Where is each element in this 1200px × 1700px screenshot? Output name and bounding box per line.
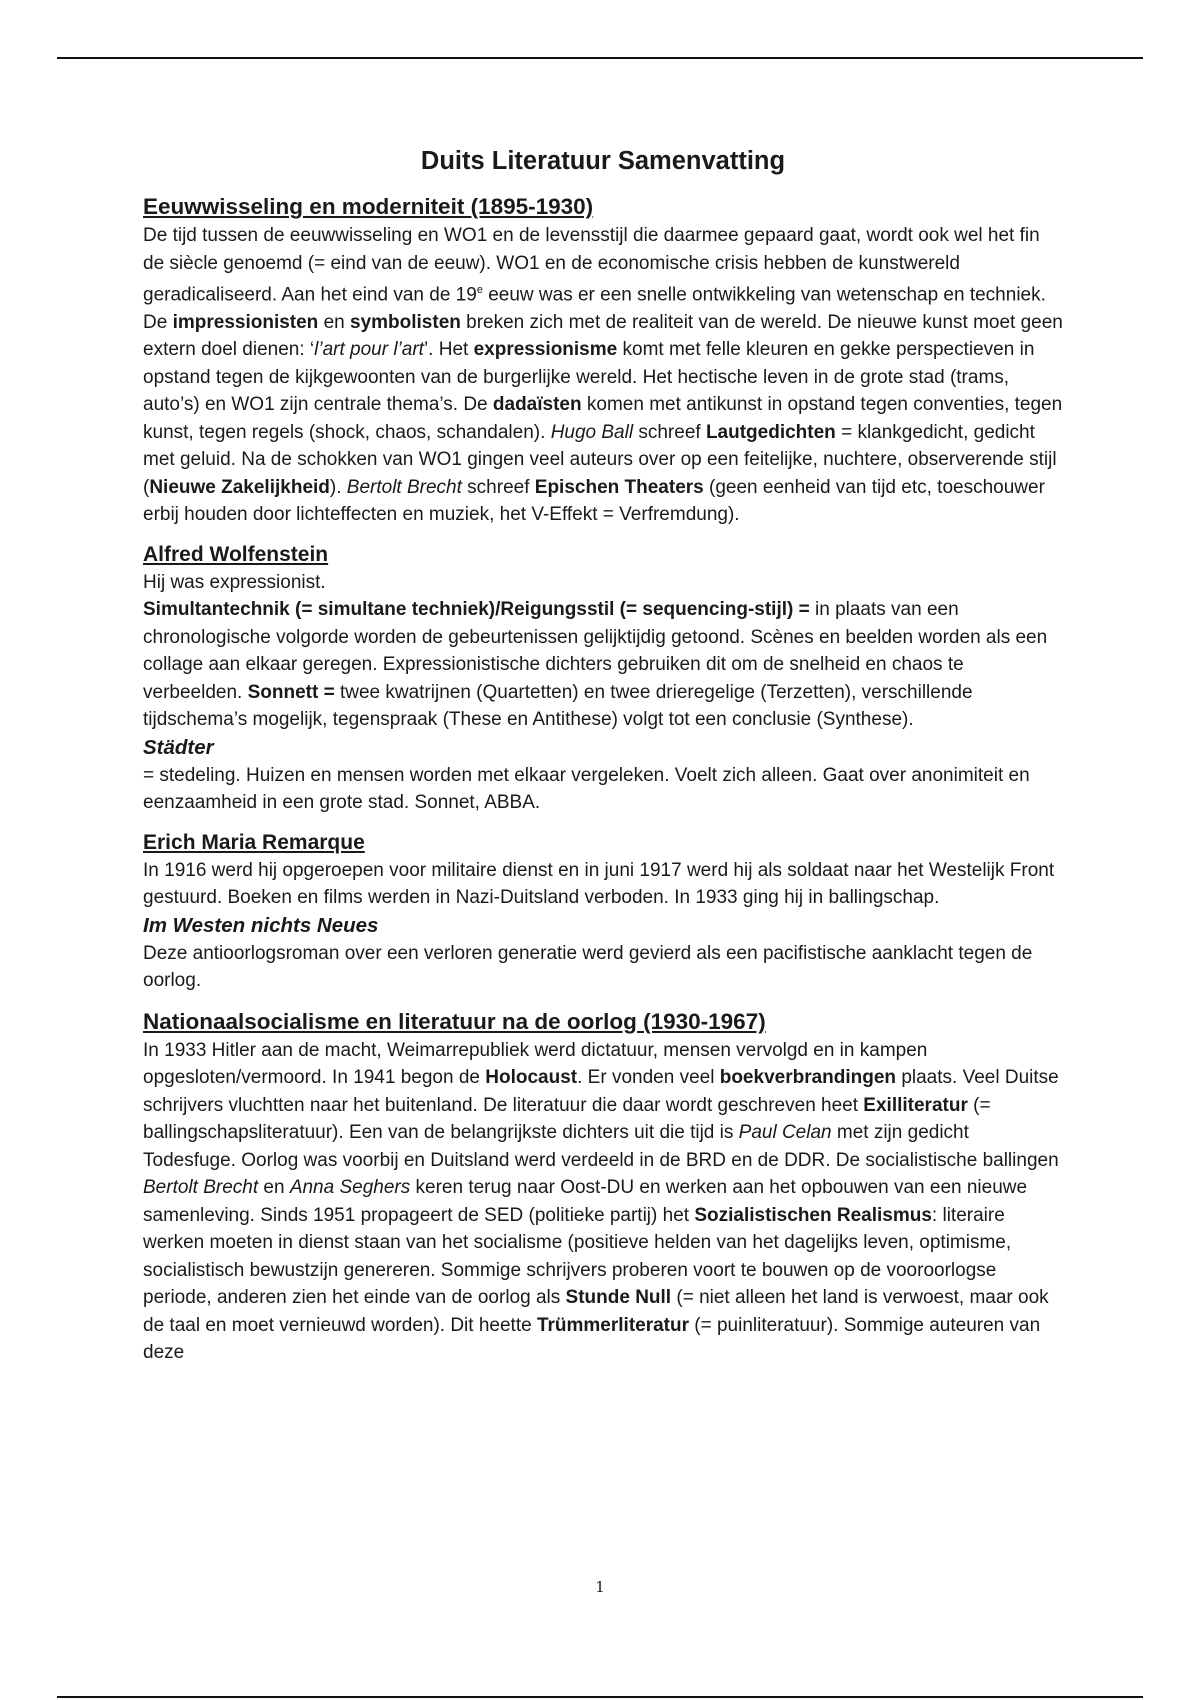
paragraph-wolfenstein-technique [143,596,1063,734]
paragraph-stadter [143,762,1063,817]
text-run: in plaats van een chronologische volgorde worden de gebeurtenissen gelijktijdig getoond. Scènes en beelden worden als een collage aan elkaar geregen. Expressionistische dichters gebruiken dit om de snelheid en chaos te verbeelden. [143,599,1048,703]
text-run: Lautgedichten [705,421,836,443]
text-run: dadaïsten [492,394,582,416]
text-run: schreef [633,421,706,443]
text-run: impressionisten [172,311,319,333]
paragraph-remarque [143,857,1063,912]
text-run: Sonnett = [247,681,335,703]
text-run: plaats. Veel Duitse schrijvers vluchtten naar het buitenland. De literatuur die daar wordt geschreven heet [143,1067,1059,1116]
text-run: Paul Celan [738,1122,832,1144]
text-run: . Er vonden veel [577,1067,720,1089]
paragraph-im-westen [143,940,1063,995]
footer-rule [57,1696,1143,1698]
text-run: en [318,311,350,333]
text-run: De tijd tussen de eeuwwisseling en WO1 en de levensstijl die daarmee gepaard gaat, wordt ook wel het fin de siècle genoemd (= eind van de eeuw). WO1 en de economische crisis hebben de kunstwereld geradicaliseerd. Aan het eind van de 19 [143,225,1040,306]
text-run: schreef [461,476,535,498]
text-run: : literaire werken moeten in dienst staan van het socialisme (positieve helden van het dagelijks leven, optimisme, socialistisch bewustzijn genereren. Sommige schrijvers proberen voort te bouwen op de vooroorlogse periode, anderen zien het einde van de oorlog als [143,1204,1012,1309]
text-run: e [476,284,483,296]
text-run: en [258,1177,290,1199]
text-run: Exilliteratur [863,1094,968,1116]
text-run: Deze antioorlogsroman over een verloren generatie werd gevierd als een pacifistische aanklacht tegen de oorlog. [143,942,1033,992]
text-run: Epischen Theaters [534,476,704,498]
text-run: Holocaust [485,1067,578,1089]
text-run: (= ballingschapsliteratuur). Een van de belangrijkste dichters uit die tijd is [143,1094,991,1144]
paragraph-national-socialism [143,1037,1063,1367]
text-run: (geen eenheid van tijd etc, toeschouwer erbij houden door lichteffecten en muziek, het V-Effekt = Verfremdung). [143,476,1045,526]
paragraph-wolfenstein-intro [143,569,1063,597]
text-run: twee kwatrijnen (Quartetten) en twee drieregelige (Terzetten), verschillende tijdschema’s mogelijk, tegenspraak (These en Antithese) volgt tot een conclusie (Synthese). [143,681,973,731]
text-run: komen met antikunst in opstand tegen conventies, tegen kunst, tegen regels (shock, chaos, schandalen). [143,394,1063,443]
text-run: Sozialistischen Realismus [694,1204,932,1226]
text-run: Stunde Null [565,1287,672,1309]
text-run: Bertolt Brecht [143,1177,259,1199]
text-run: expressionisme [473,339,618,361]
text-run: boekverbrandingen [719,1067,897,1089]
work-title-im-westen: Im Westen nichts Neues [143,913,379,937]
work-title-stadter: Städter [143,735,214,759]
page-number: 1 [595,1578,605,1596]
text-run: = stedeling. Huizen en mensen worden met elkaar vergeleken. Voelt zich alleen. Gaat over anonimiteit en eenzaamheid in een grote stad. Sonnet, ABBA. [143,764,1030,814]
text-run: In 1916 werd hij opgeroepen voor militaire dienst en in juni 1917 werd hij als soldaat naar het Westelijk Front gestuurd. Boeken en films werden in Nazi-Duitsland verboden. In 1933 ging hij in ballingschap. [143,859,1055,909]
text-run: symbolisten [350,311,461,333]
section-heading-national-socialism: Nationaalsocialisme en literatuur na de oorlog (1930-1967) [143,1008,766,1034]
text-run: Anna Seghers [289,1177,411,1199]
text-run: ). [329,476,347,498]
text-run: Hij was expressionist. [143,571,326,593]
text-run: (= niet alleen het land is verwoest, maar ook de taal en moet vernieuwd worden). Dit heette [143,1287,1049,1336]
text-run: Bertolt Brecht [346,476,462,498]
document-title: Duits Literatuur Samenvatting [420,147,786,175]
text-run: Hugo Ball [550,421,634,443]
section-heading-remarque: Erich Maria Remarque [143,830,365,854]
text-run: komt met felle kleuren en gekke perspectieven in opstand tegen de kijkgewoonten van de burgerlijke wereld. Het hectische leven in de grote stad (trams, auto’s) en WO1 zijn centrale thema’s. De [143,339,1035,416]
text-run: ’. Het [423,339,474,361]
paragraph-modernity [143,222,1063,529]
text-run: = klankgedicht, gedicht met geluid. Na de schokken van WO1 gingen veel auteurs over op een feitelijke, nuchtere, observerende stijl ( [143,421,1057,498]
page-body [143,142,1063,1367]
text-run: Trümmerliteratur [536,1314,689,1336]
text-run: (= puinliteratuur). Sommige auteuren van deze [143,1314,1041,1364]
text-run: eeuw was er een snelle ontwikkeling van wetenschap en techniek. De [143,284,1046,333]
text-run: met zijn gedicht Todesfuge. Oorlog was voorbij en Duitsland werd verdeeld in de BRD en de DDR. De socialistische ballingen [143,1122,1059,1171]
section-heading-wolfenstein: Alfred Wolfenstein [143,542,329,566]
text-run: In 1933 Hitler aan de macht, Weimarrepubliek werd dictatuur, mensen vervolgd en in kampen opgesloten/vermoord. In 1941 begon de [143,1039,928,1089]
header-rule [57,57,1143,59]
text-run: breken zich met de realiteit van de wereld. De nieuwe kunst moet geen extern doel dienen: ‘ [143,311,1063,361]
text-run: keren terug naar Oost-DU en werken aan het opbouwen van een nieuwe samenleving. Sinds 1951 propageert de SED (politieke partij) het [143,1177,1028,1226]
text-run: Nieuwe Zakelijkheid [149,476,330,498]
text-run: Simultantechnik (= simultane techniek)/Reigungsstil (= sequencing-stijl) = [143,599,810,621]
section-heading-modernity: Eeuwwisseling en moderniteit (1895-1930) [143,194,594,219]
text-run: l’art pour l’art [314,339,424,361]
